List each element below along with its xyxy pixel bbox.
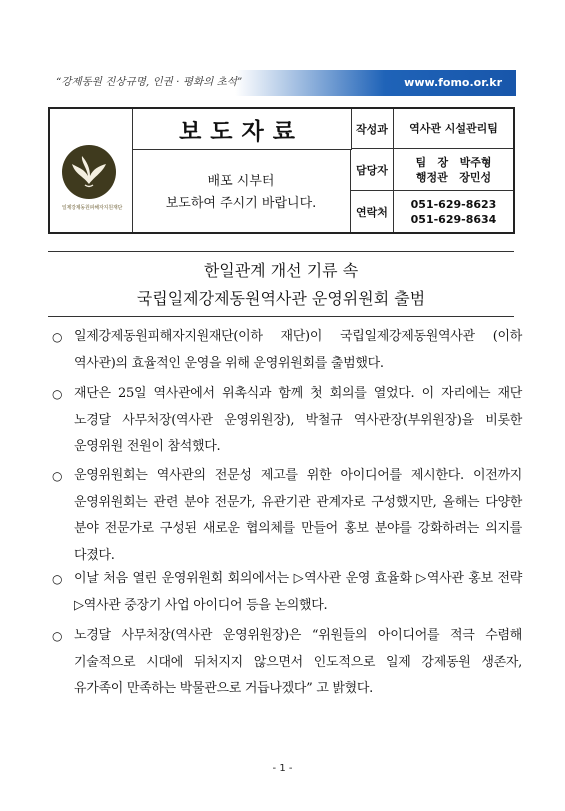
paragraph-text: 재단은 25일 역사관에서 위촉식과 함께 첫 회의를 열었다. 이 자리에는 재단 노경달 사무처장(역사관 운영위원장), 박철규 역사관장(부위원장)을 비롯한 운영위원 전원이 참석했다. (74, 386, 522, 454)
headline-line-2: 국립일제강제동원역사관 운영위원회 출범 (136, 289, 426, 308)
person-1: 팀 장 박주형 (415, 155, 492, 169)
bullet-circle: ○ (52, 469, 63, 483)
press-release-title: 보도자료 (179, 118, 304, 145)
bullet-circle: ○ (52, 629, 63, 643)
foundation-logo (62, 145, 116, 199)
headline-line-1: 한일관계 개선 기류 속 (203, 261, 359, 280)
paragraph-text: 일제강제동원피해자지원재단(이하 재단)이 국립일제강제동원역사관 (이하 역사관)의 효율적인 운영을 위해 운영위원회를 출범했다. (74, 329, 522, 371)
label-phone: 연락처 (351, 191, 394, 232)
person-2: 행정관 장민성 (415, 170, 492, 184)
value-phone (394, 191, 513, 232)
website-url[interactable]: www.fomo.or.kr (404, 76, 502, 89)
embargo-line-1: 배포 시부터 (207, 174, 275, 189)
bullet-circle: ○ (52, 387, 63, 401)
value-author-dept (394, 109, 513, 149)
press-release-header (48, 107, 515, 234)
header-banner (48, 70, 516, 96)
phone-1[interactable]: 051-629-8623 (410, 197, 497, 211)
label-contact-person: 담당자 (351, 149, 394, 191)
paragraph-text: 노경달 사무처장(역사관 운영위원장)은 “위원들의 아이디어를 적극 수렴해 기술적으로 시대에 뒤처지지 않으면서 인도적으로 일제 강제동원 생존자, 유가족이 만족하는 박물관으로 거듭나겠다” 고 밝혔다. (74, 628, 522, 696)
paragraph-3 (52, 463, 522, 569)
phone-2[interactable]: 051-629-8634 (410, 212, 497, 226)
value-contact-person (394, 149, 513, 191)
slogan: “강제동원 진상규명, 인권 · 평화의 초석” (56, 76, 243, 88)
dept-name: 역사관 시설관리팀 (409, 122, 498, 135)
embargo-note (132, 149, 351, 232)
headline-bottom-rule (48, 316, 514, 317)
paragraph-text: 운영위원회는 역사관의 전문성 제고를 위한 아이디어를 제시한다. 이전까지 운영위원회는 관련 분야 전문가, 유관기관 관계자로 구성했지만, 올해는 다양한 분야 전문가로 구성된 새로운 협의체를 만들어 홍보 분야를 강화하려는 의지를 다졌다. (74, 468, 522, 563)
headline-top-rule (48, 251, 514, 252)
bullet-circle: ○ (52, 572, 63, 586)
embargo-line-2: 보도하여 주시기 바랍니다. (165, 196, 317, 211)
title-cell (132, 109, 352, 150)
label-author-dept: 작성과 (351, 109, 394, 149)
page-number: - 1 - (272, 763, 293, 774)
paragraph-1 (52, 324, 522, 377)
dove-icon (69, 154, 109, 190)
logo-cell (50, 109, 133, 232)
paragraph-text: 이날 처음 열린 운영위원회 회의에서는 ▷역사관 운영 효율화 ▷역사관 홍보 전략 ▷역사관 중장기 사업 아이디어 등을 논의했다. (74, 571, 522, 613)
logo-caption: 일제강제동원피해자지원재단 (61, 205, 123, 211)
paragraph-4 (52, 566, 522, 619)
paragraph-2 (52, 381, 522, 461)
paragraph-5 (52, 623, 522, 703)
bullet-circle: ○ (52, 330, 63, 344)
